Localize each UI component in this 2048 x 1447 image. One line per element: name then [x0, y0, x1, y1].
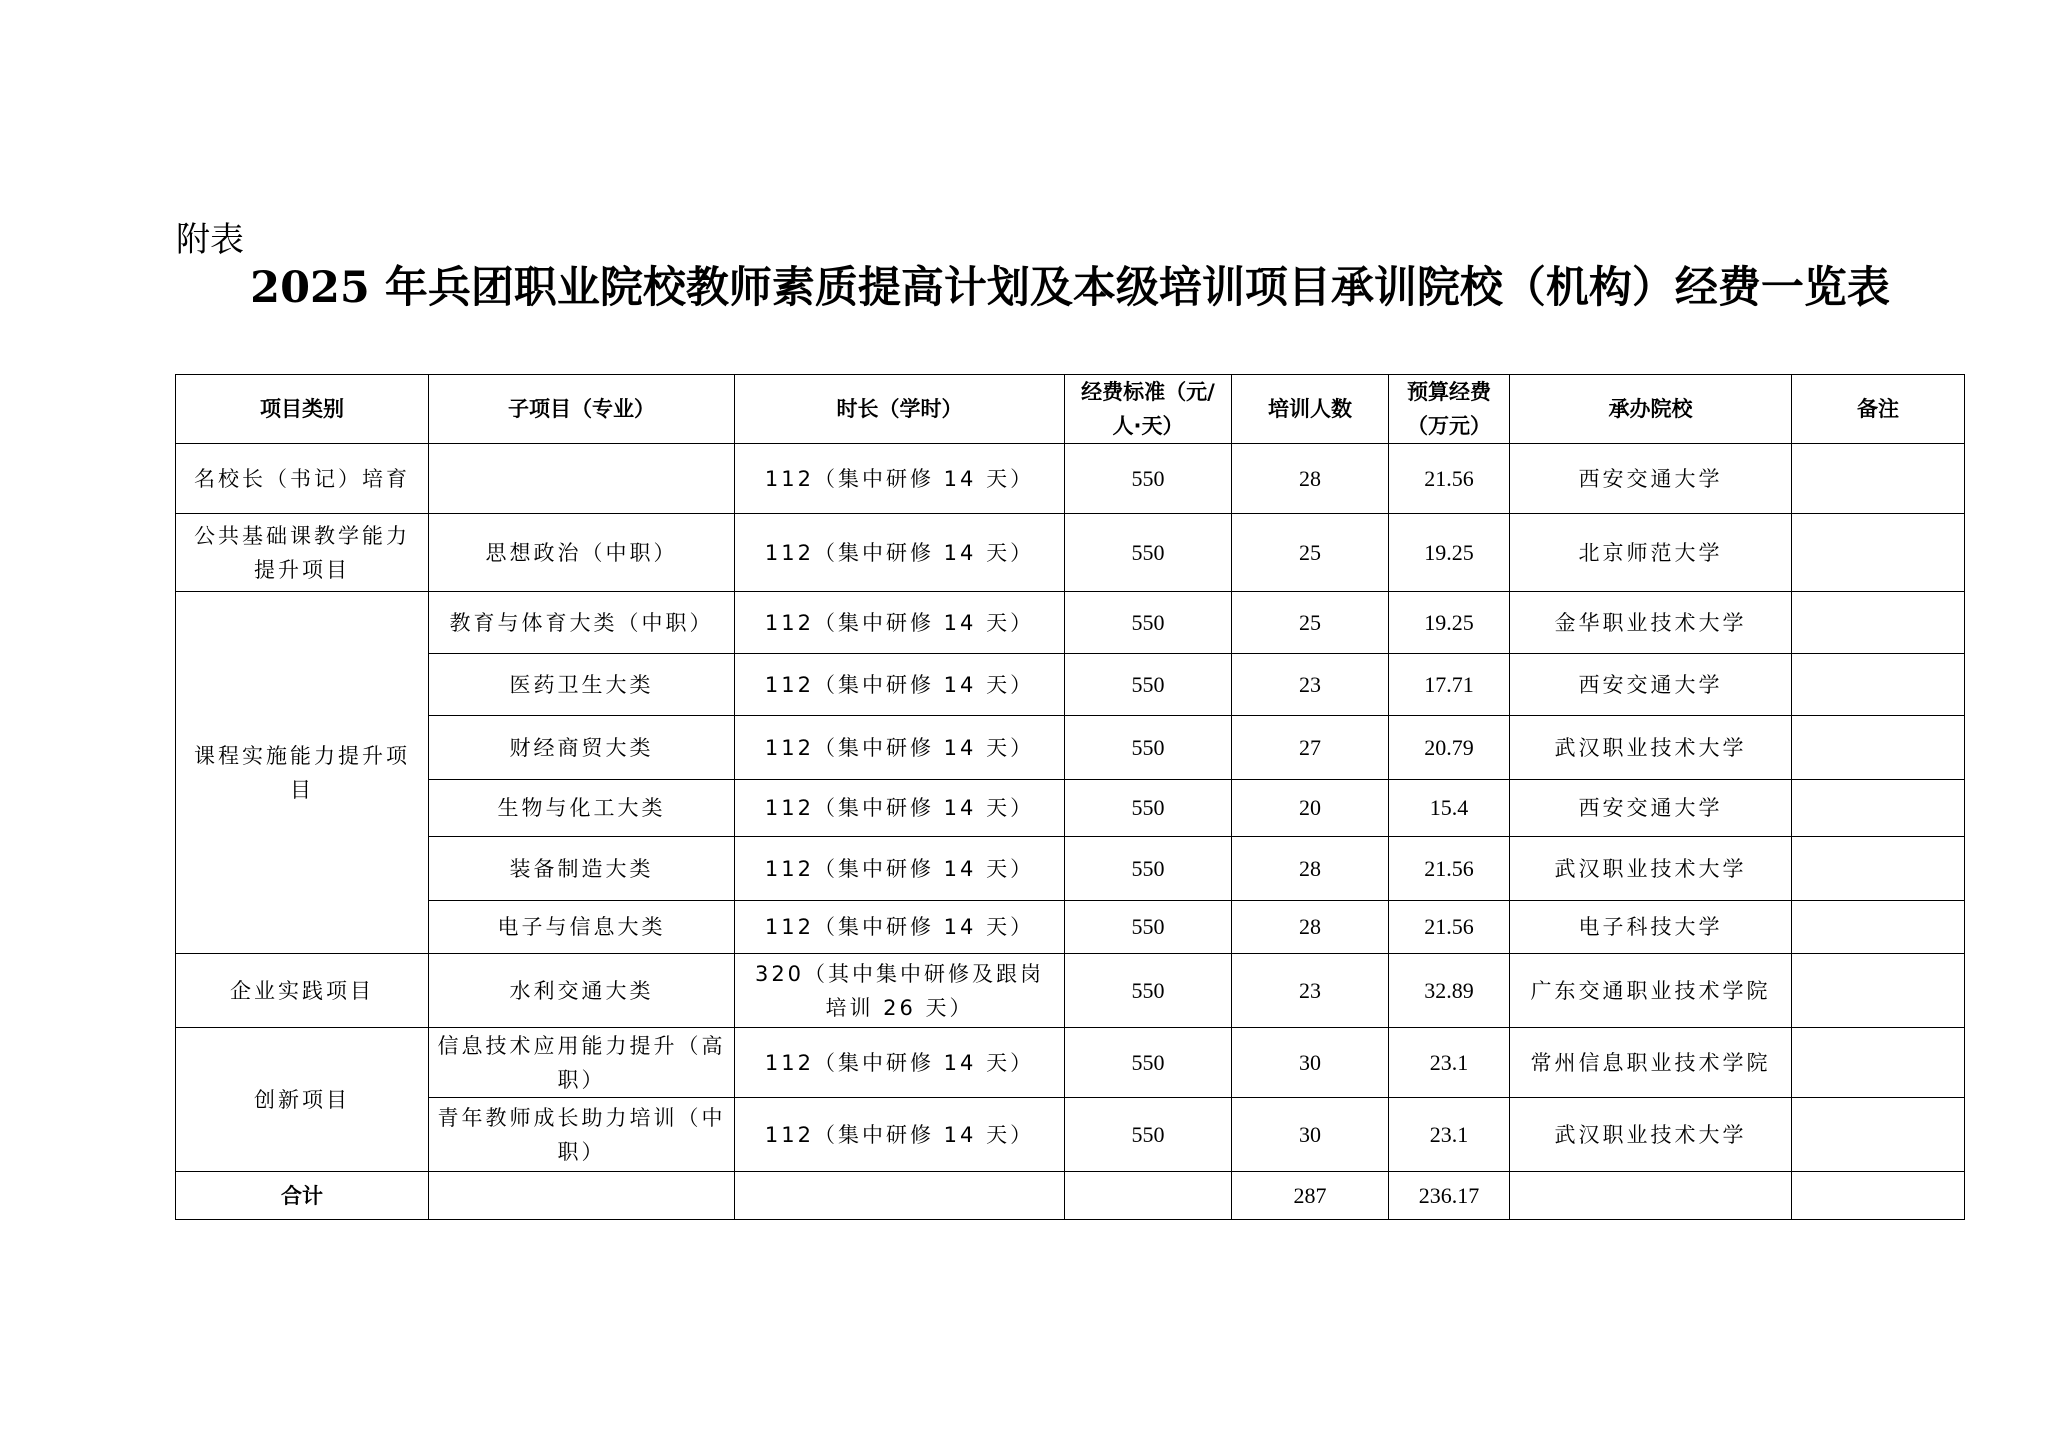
trainees-cell: 30: [1232, 1028, 1389, 1098]
remarks-cell: [1792, 1098, 1965, 1172]
remarks-cell: [1792, 901, 1965, 954]
trainees-cell: 27: [1232, 716, 1389, 780]
standard-cell: 550: [1065, 954, 1232, 1028]
remarks-cell: [1792, 654, 1965, 716]
table-row: [176, 780, 1965, 837]
header-sub-project: 子项目（专业）: [429, 375, 735, 444]
sub-project-cell: 水利交通大类: [429, 954, 735, 1028]
standard-cell: 550: [1065, 780, 1232, 837]
table-row: [176, 901, 1965, 954]
empty-cell: [1065, 1172, 1232, 1220]
header-standard: 经费标准（元/人·天）: [1065, 375, 1232, 444]
duration-cell: 112（集中研修 14 天）: [735, 1028, 1065, 1098]
remarks-cell: [1792, 716, 1965, 780]
table-row: [176, 954, 1965, 1028]
document-title: 2025 年兵团职业院校教师素质提高计划及本级培训项目承训院校（机构）经费一览表: [250, 263, 1890, 313]
sub-project-cell: 医药卫生大类: [429, 654, 735, 716]
standard-cell: 550: [1065, 1028, 1232, 1098]
duration-cell: 112（集中研修 14 天）: [735, 444, 1065, 514]
school-cell: 广东交通职业技术学院: [1510, 954, 1792, 1028]
school-cell: 金华职业技术大学: [1510, 592, 1792, 654]
category-cell: 课程实施能力提升项目: [176, 592, 429, 954]
table-row: [176, 1028, 1965, 1098]
table-row: [176, 1098, 1965, 1172]
budget-cell: 20.79: [1389, 716, 1510, 780]
sub-project-cell: 生物与化工大类: [429, 780, 735, 837]
total-budget-cell: 236.17: [1389, 1172, 1510, 1220]
budget-cell: 23.1: [1389, 1098, 1510, 1172]
category-cell: 创新项目: [176, 1028, 429, 1172]
total-label-cell: 合计: [176, 1172, 429, 1220]
header-budget: 预算经费（万元）: [1389, 375, 1510, 444]
table-row: [176, 592, 1965, 654]
empty-cell: [1792, 1172, 1965, 1220]
remarks-cell: [1792, 837, 1965, 901]
attachment-label: 附表: [176, 220, 244, 260]
empty-cell: [429, 1172, 735, 1220]
table-row: [176, 514, 1965, 592]
school-cell: 北京师范大学: [1510, 514, 1792, 592]
duration-cell: 112（集中研修 14 天）: [735, 837, 1065, 901]
standard-cell: 550: [1065, 514, 1232, 592]
standard-cell: 550: [1065, 654, 1232, 716]
budget-cell: 21.56: [1389, 901, 1510, 954]
trainees-cell: 23: [1232, 654, 1389, 716]
total-row: [176, 1172, 1965, 1220]
sub-project-cell: 思想政治（中职）: [429, 514, 735, 592]
trainees-cell: 28: [1232, 837, 1389, 901]
sub-project-cell: [429, 444, 735, 514]
trainees-cell: 20: [1232, 780, 1389, 837]
table-row: [176, 716, 1965, 780]
duration-cell: 112（集中研修 14 天）: [735, 592, 1065, 654]
standard-cell: 550: [1065, 901, 1232, 954]
school-cell: 西安交通大学: [1510, 444, 1792, 514]
category-cell: 企业实践项目: [176, 954, 429, 1028]
budget-cell: 19.25: [1389, 592, 1510, 654]
remarks-cell: [1792, 780, 1965, 837]
school-cell: 武汉职业技术大学: [1510, 716, 1792, 780]
table-row: [176, 837, 1965, 901]
standard-cell: 550: [1065, 1098, 1232, 1172]
trainees-cell: 30: [1232, 1098, 1389, 1172]
trainees-cell: 25: [1232, 514, 1389, 592]
header-duration: 时长（学时）: [735, 375, 1065, 444]
remarks-cell: [1792, 954, 1965, 1028]
duration-cell: 112（集中研修 14 天）: [735, 1098, 1065, 1172]
standard-cell: 550: [1065, 592, 1232, 654]
total-trainees-cell: 287: [1232, 1172, 1389, 1220]
duration-cell: 112（集中研修 14 天）: [735, 716, 1065, 780]
school-cell: 西安交通大学: [1510, 654, 1792, 716]
empty-cell: [735, 1172, 1065, 1220]
budget-cell: 17.71: [1389, 654, 1510, 716]
trainees-cell: 25: [1232, 592, 1389, 654]
trainees-cell: 28: [1232, 444, 1389, 514]
duration-cell: 112（集中研修 14 天）: [735, 654, 1065, 716]
budget-cell: 15.4: [1389, 780, 1510, 837]
school-cell: 电子科技大学: [1510, 901, 1792, 954]
remarks-cell: [1792, 514, 1965, 592]
duration-cell: 112（集中研修 14 天）: [735, 901, 1065, 954]
standard-cell: 550: [1065, 837, 1232, 901]
duration-cell: 112（集中研修 14 天）: [735, 514, 1065, 592]
budget-cell: 19.25: [1389, 514, 1510, 592]
category-cell: 公共基础课教学能力提升项目: [176, 514, 429, 592]
table-row: [176, 444, 1965, 514]
empty-cell: [1510, 1172, 1792, 1220]
trainees-cell: 23: [1232, 954, 1389, 1028]
header-row: [176, 375, 1965, 444]
duration-cell: 112（集中研修 14 天）: [735, 780, 1065, 837]
sub-project-cell: 装备制造大类: [429, 837, 735, 901]
school-cell: 武汉职业技术大学: [1510, 837, 1792, 901]
budget-cell: 21.56: [1389, 837, 1510, 901]
sub-project-cell: 青年教师成长助力培训（中职）: [429, 1098, 735, 1172]
budget-cell: 23.1: [1389, 1028, 1510, 1098]
header-remarks: 备注: [1792, 375, 1965, 444]
duration-cell: 320（其中集中研修及跟岗培训 26 天）: [735, 954, 1065, 1028]
remarks-cell: [1792, 444, 1965, 514]
school-cell: 西安交通大学: [1510, 780, 1792, 837]
budget-table: [175, 374, 1965, 1220]
school-cell: 武汉职业技术大学: [1510, 1098, 1792, 1172]
header-trainees: 培训人数: [1232, 375, 1389, 444]
sub-project-cell: 信息技术应用能力提升（高职）: [429, 1028, 735, 1098]
standard-cell: 550: [1065, 444, 1232, 514]
sub-project-cell: 电子与信息大类: [429, 901, 735, 954]
budget-cell: 21.56: [1389, 444, 1510, 514]
header-category: 项目类别: [176, 375, 429, 444]
table-row: [176, 654, 1965, 716]
budget-cell: 32.89: [1389, 954, 1510, 1028]
remarks-cell: [1792, 1028, 1965, 1098]
trainees-cell: 28: [1232, 901, 1389, 954]
sub-project-cell: 教育与体育大类（中职）: [429, 592, 735, 654]
header-school: 承办院校: [1510, 375, 1792, 444]
category-cell: 名校长（书记）培育: [176, 444, 429, 514]
sub-project-cell: 财经商贸大类: [429, 716, 735, 780]
standard-cell: 550: [1065, 716, 1232, 780]
remarks-cell: [1792, 592, 1965, 654]
school-cell: 常州信息职业技术学院: [1510, 1028, 1792, 1098]
